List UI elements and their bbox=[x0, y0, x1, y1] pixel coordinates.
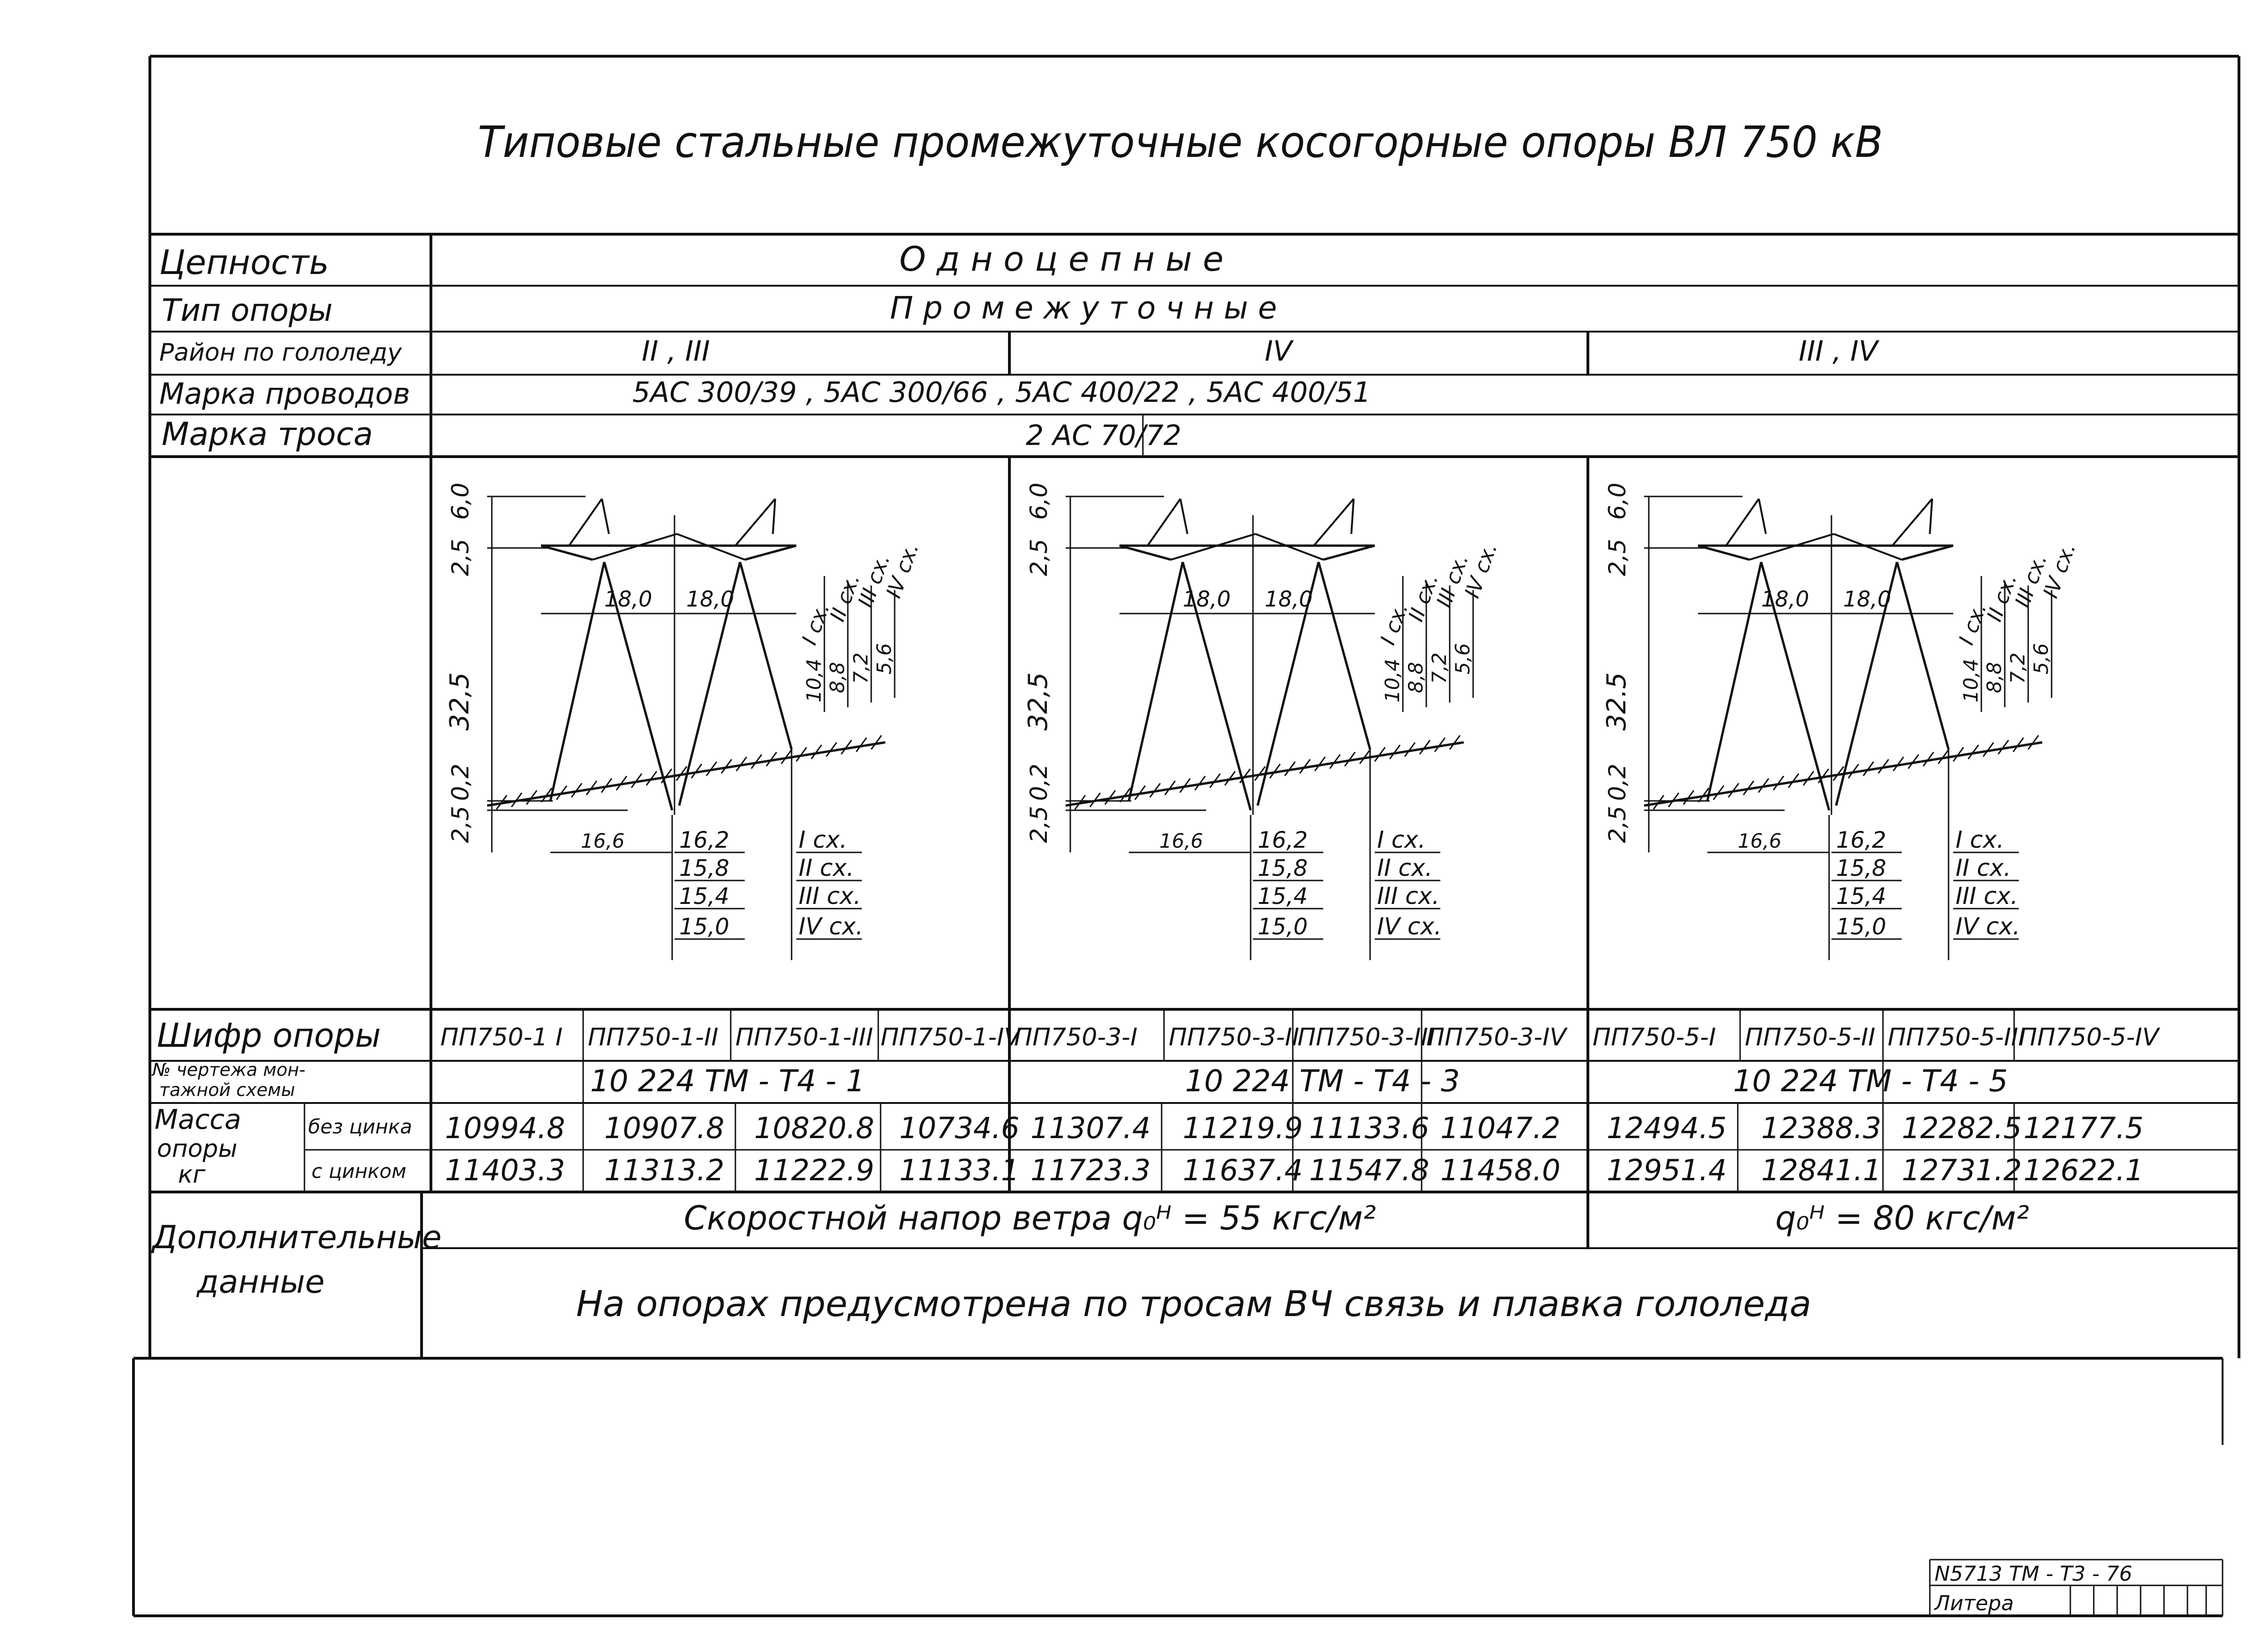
scheme-label-2: II сх. bbox=[825, 570, 865, 625]
mass-nozinc-2: 10907.8 bbox=[604, 1111, 725, 1145]
ground-wire-peak bbox=[1759, 499, 1766, 534]
tower-leg bbox=[1129, 562, 1183, 801]
base-dimension-2: 16,2 bbox=[679, 827, 729, 853]
ground-wire-peak bbox=[569, 499, 602, 546]
leg-extension-1: 10,4 bbox=[802, 659, 825, 703]
ground-wire-peak bbox=[1351, 499, 1354, 534]
drawing-number-3: 10 224 ТМ - Т4 - 5 bbox=[1733, 1064, 2008, 1099]
crossarm bbox=[1323, 546, 1375, 560]
mass-nozinc-8: 11047.2 bbox=[1440, 1111, 1561, 1145]
bottom-dimension-1: 2,5 bbox=[447, 806, 474, 843]
leg-extension-3: 7,2 bbox=[2006, 652, 2029, 684]
bottom-dimension-2: 0,2 bbox=[447, 763, 474, 801]
tower-code-2: ПП750-1-II bbox=[588, 1023, 719, 1051]
scheme-label-3: III сх. bbox=[2010, 551, 2052, 611]
crossarm bbox=[1902, 546, 1953, 560]
arm-dimension-left: 18,0 bbox=[1761, 586, 1809, 612]
page-title: Типовые стальные промежуточные косогорные опоры ВЛ 750 кВ bbox=[478, 117, 1883, 167]
base-scheme-label-1: I сх. bbox=[799, 826, 847, 853]
base-dimension-1: 16,6 bbox=[1738, 829, 1782, 852]
base-dimension-4: 15,4 bbox=[679, 883, 729, 910]
tower-leg bbox=[1897, 562, 1949, 749]
mass-nozinc-11: 12282.5 bbox=[1902, 1111, 2022, 1145]
wind-pressure-1: Скоростной напор ветра q₀ᴴ = 55 кгс/м² bbox=[684, 1199, 1376, 1237]
ice-value-1: II , III bbox=[642, 335, 710, 368]
height-dimension: 32,5 bbox=[1023, 672, 1053, 731]
arm-dimension-right: 18,0 bbox=[1265, 586, 1313, 612]
tower-diagram-2 bbox=[1023, 482, 1502, 960]
mass-zinc-12: 12622.1 bbox=[2023, 1153, 2144, 1187]
crossarm bbox=[1698, 546, 1749, 560]
tower-leg bbox=[1707, 562, 1761, 801]
leg-extension-4: 5,6 bbox=[873, 643, 896, 674]
scheme-label-1: I сх. bbox=[1954, 599, 1992, 648]
ground-wire-peak bbox=[1930, 499, 1932, 534]
note-text: На опорах предусмотрена по тросам ВЧ связь и плавка гололеда bbox=[576, 1283, 1812, 1325]
drawing-number-1: 10 224 ТМ - Т4 - 1 bbox=[590, 1064, 865, 1099]
base-dimension-5: 15,0 bbox=[1836, 914, 1886, 940]
mass-nozinc-label: без цинка bbox=[308, 1115, 412, 1138]
leg-extension-3: 7,2 bbox=[849, 652, 872, 684]
base-dimension-2: 16,2 bbox=[1258, 827, 1308, 853]
mass-zinc-3: 11222.9 bbox=[754, 1153, 875, 1187]
height-dimension: 32.5 bbox=[1601, 672, 1632, 731]
base-dimension-3: 15,8 bbox=[1836, 855, 1886, 881]
mass-nozinc-12: 12177.5 bbox=[2023, 1111, 2144, 1145]
tower-code-1: ПП750-1 I bbox=[440, 1023, 563, 1051]
wind-pressure-2: q₀ᴴ = 80 кгс/м² bbox=[1775, 1199, 2030, 1237]
top-dimension-2: 6,0 bbox=[1025, 482, 1052, 520]
extra-label-2: данные bbox=[197, 1264, 325, 1301]
crossarm bbox=[1119, 546, 1171, 560]
cable-value: 2 АС 70/72 bbox=[1026, 419, 1182, 452]
mass-nozinc-6: 11219.9 bbox=[1183, 1111, 1303, 1145]
ground-wire-peak bbox=[1314, 499, 1354, 546]
stamp-litera: Литера bbox=[1934, 1591, 2014, 1615]
mass-nozinc-7: 11133.6 bbox=[1309, 1111, 1430, 1145]
tower-code-7: ПП750-3-III bbox=[1297, 1023, 1436, 1051]
drawing-number-2: 10 224 ТМ - Т4 - 3 bbox=[1185, 1064, 1460, 1099]
tower-diagrams bbox=[445, 482, 2081, 960]
mass-zinc-6: 11637.4 bbox=[1183, 1153, 1303, 1187]
type-label: Тип опоры bbox=[162, 292, 333, 328]
tower-codes bbox=[440, 1023, 2160, 1051]
bottom-dimension-2: 0,2 bbox=[1604, 763, 1631, 801]
mass-nozinc-3: 10820.8 bbox=[754, 1111, 875, 1145]
tower-code-10: ПП750-5-II bbox=[1745, 1023, 1875, 1051]
base-dimension-4: 15,4 bbox=[1836, 883, 1886, 910]
scheme-label-1: I сх. bbox=[1376, 599, 1413, 648]
mass-zinc-7: 11547.8 bbox=[1309, 1153, 1430, 1187]
mass-zinc-label: с цинком bbox=[311, 1160, 407, 1183]
leg-extension-4: 5,6 bbox=[1451, 643, 1474, 674]
scheme-label-4: IV сх. bbox=[1460, 540, 1502, 601]
bottom-dimension-2: 0,2 bbox=[1025, 763, 1052, 801]
scheme-label-3: III сх. bbox=[853, 551, 895, 611]
mass-nozinc-4: 10734.6 bbox=[899, 1111, 1020, 1145]
ice-value-3: III , IV bbox=[1799, 335, 1878, 368]
mass-label-3: кг bbox=[178, 1161, 206, 1189]
crossarm bbox=[745, 546, 796, 560]
scheme-label-4: IV сх. bbox=[2038, 540, 2081, 601]
tower-leg bbox=[740, 562, 792, 749]
mass-nozinc-1: 10994.8 bbox=[445, 1111, 565, 1145]
base-dimension-1: 16,6 bbox=[581, 829, 625, 852]
mass-zinc-5: 11723.3 bbox=[1030, 1153, 1151, 1187]
mass-nozinc-5: 11307.4 bbox=[1030, 1111, 1151, 1145]
top-dimension-1: 2,5 bbox=[447, 539, 474, 576]
mass-zinc-1: 11403.3 bbox=[445, 1153, 565, 1187]
base-dimension-5: 15,0 bbox=[1258, 914, 1308, 940]
mass-zinc-11: 12731.2 bbox=[1902, 1153, 2022, 1187]
code-label: Шифр опоры bbox=[157, 1016, 381, 1055]
base-dimension-3: 15,8 bbox=[679, 855, 729, 881]
top-dimension-2: 6,0 bbox=[447, 482, 474, 520]
cable-label: Марка троса bbox=[162, 416, 373, 453]
leg-extension-3: 7,2 bbox=[1428, 652, 1451, 684]
mass-zinc-8: 11458.0 bbox=[1440, 1153, 1561, 1187]
base-dimension-1: 16,6 bbox=[1159, 829, 1203, 852]
base-dimension-5: 15,0 bbox=[679, 914, 729, 940]
mass-nozinc-10: 12388.3 bbox=[1761, 1111, 1882, 1145]
ground-wire-peak bbox=[1180, 499, 1187, 534]
base-dimension-4: 15,4 bbox=[1258, 883, 1308, 910]
tower-code-8: ПП750-3-IV bbox=[1426, 1023, 1566, 1051]
ground-wire-peak bbox=[735, 499, 775, 546]
ground-wire-peak bbox=[602, 499, 609, 534]
arm-dimension-left: 18,0 bbox=[1183, 586, 1231, 612]
leg-extension-1: 10,4 bbox=[1959, 659, 1982, 703]
circuit-value: О д н о ц е п н ы е bbox=[899, 239, 1224, 279]
mass-zinc-2: 11313.2 bbox=[604, 1153, 725, 1187]
mass-nozinc-9: 12494.5 bbox=[1607, 1111, 1727, 1145]
scheme-label-3: III сх. bbox=[1432, 551, 1474, 611]
scheme-label-2: II сх. bbox=[1404, 570, 1443, 625]
arm-dimension-right: 18,0 bbox=[1843, 586, 1891, 612]
mass-zinc-9: 12951.4 bbox=[1607, 1153, 1727, 1187]
arm-dimension-right: 18,0 bbox=[686, 586, 734, 612]
base-scheme-label-3: III сх. bbox=[1956, 882, 2018, 910]
ground-line bbox=[487, 742, 885, 806]
scheme-label-1: I сх. bbox=[797, 599, 835, 648]
extra-label-1: Дополнительные bbox=[152, 1219, 442, 1256]
tower-diagram-3 bbox=[1601, 482, 2081, 960]
tower-code-9: ПП750-5-I bbox=[1593, 1023, 1716, 1051]
leg-extension-1: 10,4 bbox=[1381, 659, 1404, 703]
circuit-label: Цепность bbox=[159, 243, 329, 282]
tower-diagram-1 bbox=[445, 482, 924, 960]
tower-code-6: ПП750-3-II bbox=[1169, 1023, 1299, 1051]
wire-label: Марка проводов bbox=[159, 377, 410, 411]
title-stamp bbox=[1930, 1560, 2223, 1616]
mass-zinc-10: 12841.1 bbox=[1761, 1153, 1882, 1187]
mass-label-2: опоры bbox=[157, 1135, 237, 1163]
base-dimension-2: 16,2 bbox=[1836, 827, 1886, 853]
leg-extension-2: 8,8 bbox=[1404, 662, 1427, 693]
drawing-label-line-2: тажной схемы bbox=[159, 1080, 295, 1100]
ground-wire-peak bbox=[1148, 499, 1180, 546]
leg-extension-2: 8,8 bbox=[826, 662, 849, 693]
tower-leg bbox=[1319, 562, 1370, 749]
type-value: П р о м е ж у т о ч н ы е bbox=[890, 290, 1277, 326]
ground-line bbox=[1066, 742, 1464, 806]
drawing-label-line-1: № чертежа мон- bbox=[152, 1059, 306, 1080]
tower-code-3: ПП750-1-III bbox=[735, 1023, 874, 1051]
tower-leg bbox=[550, 562, 604, 801]
leg-extension-4: 5,6 bbox=[2030, 643, 2053, 674]
scheme-label-2: II сх. bbox=[1982, 570, 2022, 625]
base-scheme-label-4: IV сх. bbox=[1377, 913, 1442, 940]
base-scheme-label-4: IV сх. bbox=[799, 913, 863, 940]
top-dimension-2: 6,0 bbox=[1604, 482, 1631, 520]
base-scheme-label-3: III сх. bbox=[799, 882, 861, 910]
mass-label-1: Масса bbox=[155, 1103, 241, 1135]
height-dimension: 32,5 bbox=[445, 672, 475, 731]
base-dimension-3: 15,8 bbox=[1258, 855, 1308, 881]
ground-line bbox=[1644, 742, 2042, 806]
top-dimension-1: 2,5 bbox=[1604, 539, 1631, 576]
ground-wire-peak bbox=[1726, 499, 1759, 546]
base-scheme-label-3: III сх. bbox=[1377, 882, 1440, 910]
base-scheme-label-1: I сх. bbox=[1956, 826, 2004, 853]
ground-wire-peak bbox=[1892, 499, 1932, 546]
tower-code-11: ПП750-5-III bbox=[1888, 1023, 2026, 1051]
top-dimension-1: 2,5 bbox=[1025, 539, 1052, 576]
scheme-label-4: IV сх. bbox=[882, 540, 924, 601]
tower-code-12: ПП750-5-IV bbox=[2019, 1023, 2159, 1051]
ground-wire-peak bbox=[773, 499, 775, 534]
tower-code-5: ПП750-3-I bbox=[1014, 1023, 1138, 1051]
mass-zinc-4: 11133.1 bbox=[899, 1153, 1020, 1187]
base-scheme-label-4: IV сх. bbox=[1956, 913, 2020, 940]
bottom-dimension-1: 2,5 bbox=[1604, 806, 1631, 843]
stamp-number: N5713 ТМ - Т3 - 76 bbox=[1934, 1562, 2133, 1586]
base-scheme-label-2: II сх. bbox=[1377, 854, 1433, 881]
arm-dimension-left: 18,0 bbox=[604, 586, 652, 612]
tower-code-4: ПП750-1-IV bbox=[881, 1023, 1021, 1051]
ice-label: Район по гололеду bbox=[159, 339, 402, 367]
bottom-dimension-1: 2,5 bbox=[1025, 806, 1052, 843]
leg-extension-2: 8,8 bbox=[1983, 662, 2006, 693]
base-scheme-label-2: II сх. bbox=[1956, 854, 2011, 881]
ice-value-2: IV bbox=[1265, 335, 1292, 368]
base-scheme-label-2: II сх. bbox=[799, 854, 854, 881]
wire-value: 5АС 300/39 , 5АС 300/66 , 5АС 400/22 , 5АС 400/51 bbox=[632, 376, 1371, 409]
base-scheme-label-1: I сх. bbox=[1377, 826, 1426, 853]
crossarm bbox=[541, 546, 593, 560]
